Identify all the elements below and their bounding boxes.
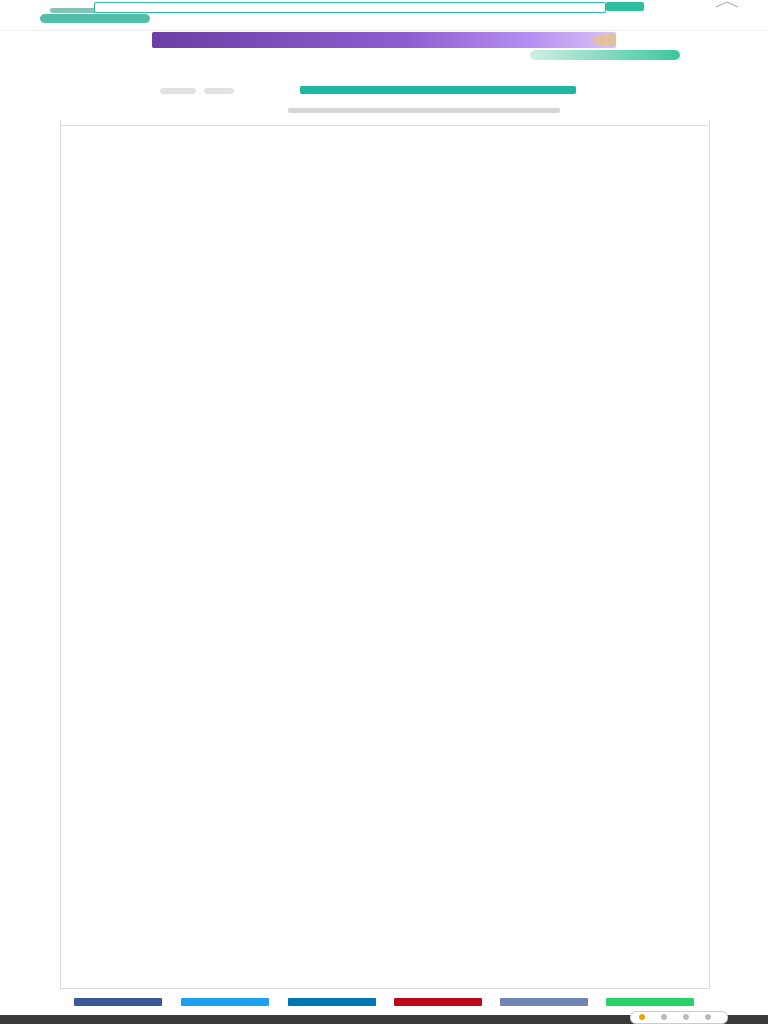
twitter-share-button[interactable] (181, 998, 269, 1006)
certification-badge (530, 50, 680, 60)
cookie-badge[interactable] (630, 1011, 728, 1024)
pinterest-share-button[interactable] (394, 998, 482, 1006)
share-bar (0, 998, 768, 1008)
secondary-header (0, 14, 768, 28)
banner-product-image (592, 34, 616, 46)
rating-pill (160, 88, 196, 94)
leaflet-content (121, 128, 641, 133)
search-button[interactable] (606, 2, 644, 11)
promo-banner[interactable] (152, 32, 616, 48)
leaflet-container (60, 120, 710, 989)
leaflet-button[interactable] (300, 86, 576, 94)
linkedin-share-button[interactable] (288, 998, 376, 1006)
meta-pill (204, 88, 234, 94)
email-share-button[interactable] (500, 998, 588, 1006)
whatsapp-share-button[interactable] (606, 998, 694, 1006)
ad-placeholder (288, 108, 560, 113)
user-icon[interactable] (710, 0, 744, 12)
facebook-share-button[interactable] (74, 998, 162, 1006)
search-input[interactable] (94, 2, 606, 13)
